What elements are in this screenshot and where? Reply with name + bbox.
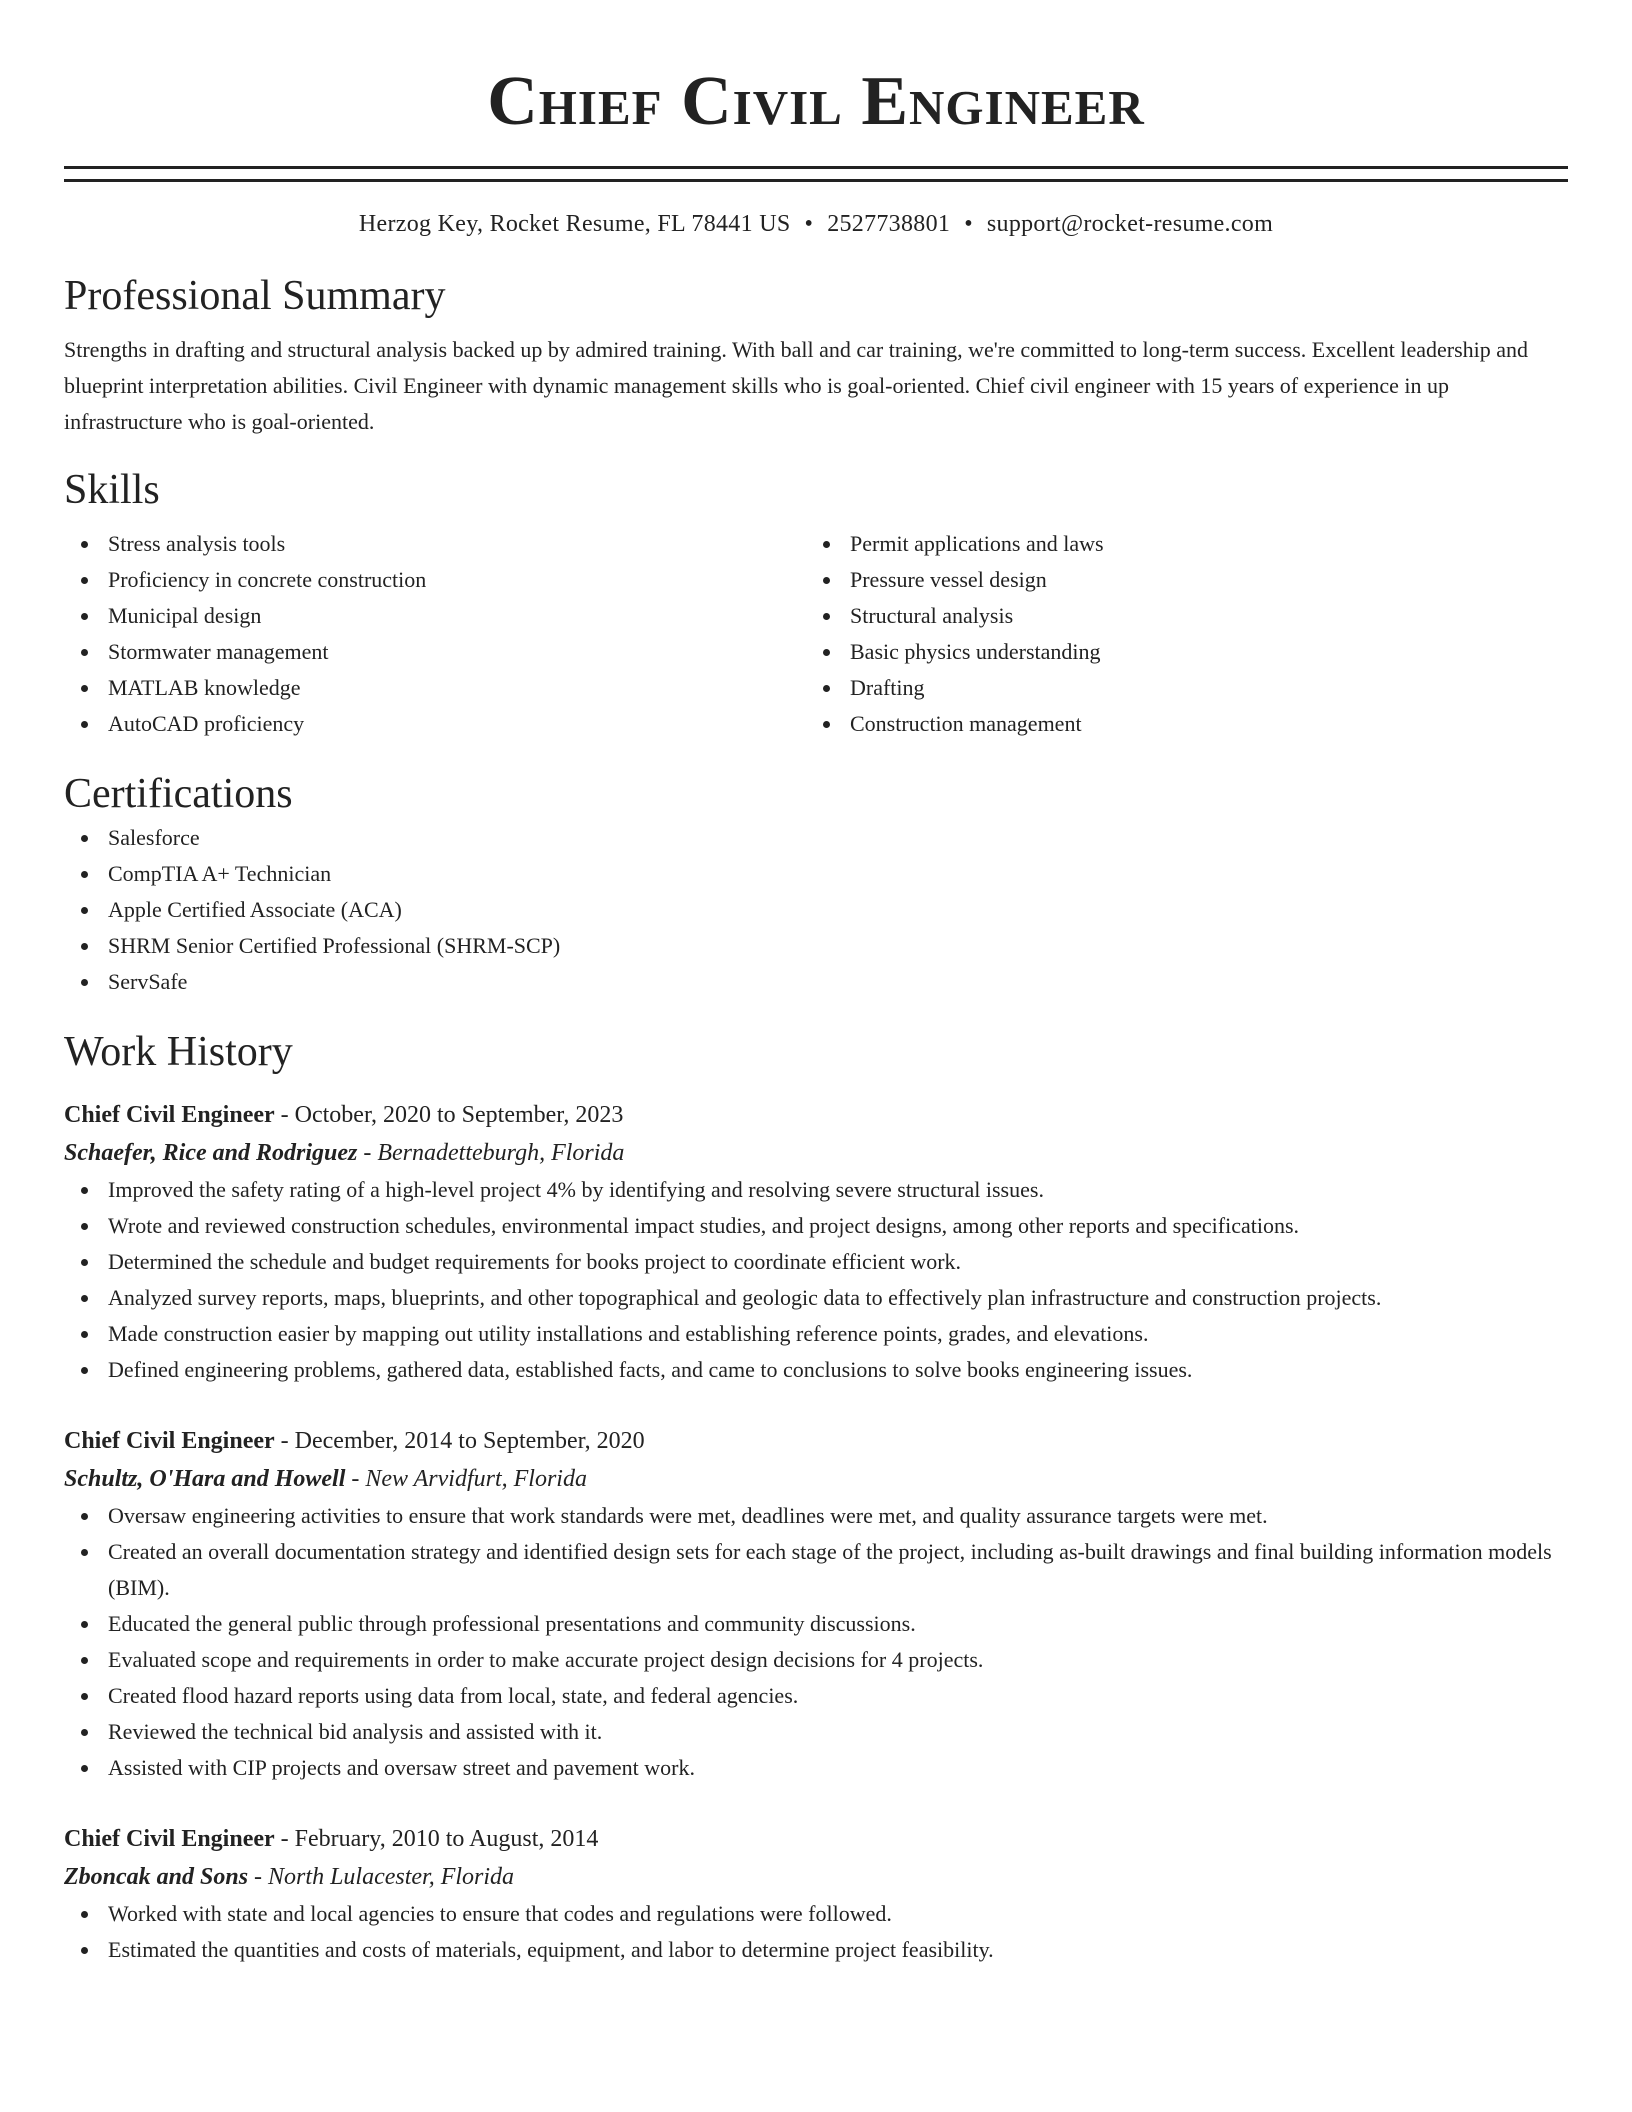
job-bullet: Worked with state and local agencies to ensure that codes and regulations were followed.	[64, 1896, 1568, 1932]
job-bullet: Estimated the quantities and costs of materials, equipment, and labor to determine project feasibility.	[64, 1932, 1568, 1968]
skill-item: Stress analysis tools	[64, 526, 806, 562]
contact-separator: •	[964, 211, 973, 237]
skills-columns	[64, 526, 1568, 742]
skill-item: MATLAB knowledge	[64, 670, 806, 706]
job-location: New Arvidfurt, Florida	[365, 1466, 587, 1492]
job-company-line	[64, 1858, 1568, 1896]
summary-heading: Professional Summary	[64, 273, 446, 319]
skills-heading: Skills	[64, 467, 160, 513]
skill-item: Stormwater management	[64, 634, 806, 670]
certification-item: CompTIA A+ Technician	[64, 856, 1568, 892]
skill-item: Pressure vessel design	[806, 562, 1548, 598]
skill-item: Construction management	[806, 706, 1548, 742]
skill-item: Permit applications and laws	[806, 526, 1548, 562]
job-entry	[64, 1820, 1568, 1968]
job-company-line	[64, 1134, 1568, 1172]
job-dash: -	[345, 1466, 366, 1492]
skills-column-left	[64, 526, 806, 742]
skills-column-right	[806, 526, 1548, 742]
job-dates: February, 2010 to August, 2014	[294, 1826, 599, 1852]
certifications-heading: Certifications	[64, 771, 293, 817]
job-bullet: Reviewed the technical bid analysis and assisted with it.	[64, 1714, 1568, 1750]
skill-item: Proficiency in concrete construction	[64, 562, 806, 598]
job-dates: December, 2014 to September, 2020	[294, 1428, 645, 1454]
job-dash: -	[274, 1102, 295, 1128]
summary-section	[64, 270, 1568, 440]
contact-separator: •	[804, 211, 814, 237]
skill-item: Municipal design	[64, 598, 806, 634]
certification-item: Apple Certified Associate (ACA)	[64, 892, 1568, 928]
job-bullet: Oversaw engineering activities to ensure that work standards were met, deadlines were met, and quality assurance targets were met.	[64, 1498, 1568, 1534]
skill-item: Structural analysis	[806, 598, 1548, 634]
skill-item: AutoCAD proficiency	[64, 706, 806, 742]
job-title-line	[64, 1422, 1568, 1460]
job-bullet: Wrote and reviewed construction schedules, environmental impact studies, and project designs, among other reports and specifications.	[64, 1208, 1568, 1244]
job-bullet: Improved the safety rating of a high-level project 4% by identifying and resolving severe structural issues.	[64, 1172, 1568, 1208]
job-company: Zboncak and Sons	[64, 1864, 249, 1890]
summary-text: Strengths in drafting and structural analysis backed up by admired training. With ball and car training, we're committed to long-term success. Excellent leadership and blueprint interpretation abilities. Civil Engineer with dynamic management skills who is goal-oriented. Chief civil engineer with 15 years of experience in up infrastructure who is goal-oriented.	[64, 337, 1529, 434]
job-bullet: Educated the general public through professional presentations and community discussions.	[64, 1606, 1568, 1642]
job-location: North Lulacester, Florida	[268, 1864, 515, 1890]
contact-address: Herzog Key, Rocket Resume, FL 78441 US	[358, 211, 791, 237]
job-bullet: Made construction easier by mapping out utility installations and establishing reference points, grades, and elevations.	[64, 1316, 1568, 1352]
job-company: Schultz, O'Hara and Howell	[64, 1466, 346, 1492]
job-bullet: Analyzed survey reports, maps, blueprints, and other topographical and geologic data to effectively plan infrastructure and construction projects.	[64, 1280, 1568, 1316]
job-dates: October, 2020 to September, 2023	[294, 1102, 624, 1128]
job-title-line	[64, 1096, 1568, 1134]
work-history-section	[64, 1026, 1568, 1968]
job-dash: -	[248, 1864, 269, 1890]
resume-page	[64, 0, 1568, 1968]
certification-item: ServSafe	[64, 964, 1568, 1000]
job-dash: -	[357, 1140, 378, 1166]
certifications-list	[64, 820, 1568, 1000]
job-bullet-list	[64, 1172, 1568, 1388]
job-bullet: Evaluated scope and requirements in order to make accurate project design decisions for 4 projects.	[64, 1642, 1568, 1678]
skills-list-left	[64, 526, 806, 742]
contact-email[interactable]: support@rocket-resume.com	[986, 211, 1274, 237]
certification-item: SHRM Senior Certified Professional (SHRM-SCP)	[64, 928, 1568, 964]
job-bullet: Created an overall documentation strategy and identified design sets for each stage of the project, including as-built drawings and final building information models (BIM).	[64, 1534, 1568, 1606]
job-company: Schaefer, Rice and Rodriguez	[64, 1140, 358, 1166]
job-title: Chief Civil Engineer	[64, 1826, 275, 1852]
job-bullet: Defined engineering problems, gathered data, established facts, and came to conclusions to solve books engineering issues.	[64, 1352, 1568, 1388]
contact-line	[64, 208, 1568, 240]
job-bullet-list	[64, 1896, 1568, 1968]
contact-phone[interactable]: 2527738801	[827, 211, 951, 237]
skills-section	[64, 464, 1568, 742]
job-dash: -	[274, 1428, 295, 1454]
skill-item: Drafting	[806, 670, 1548, 706]
work-history-heading: Work History	[64, 1029, 293, 1075]
skills-list-right	[806, 526, 1548, 742]
job-bullet-list	[64, 1498, 1568, 1786]
job-title-line	[64, 1820, 1568, 1858]
job-entry	[64, 1422, 1568, 1786]
job-bullet: Assisted with CIP projects and oversaw street and pavement work.	[64, 1750, 1568, 1786]
job-entry	[64, 1096, 1568, 1388]
certifications-section	[64, 768, 1568, 1000]
certification-item: Salesforce	[64, 820, 1568, 856]
job-title: Chief Civil Engineer	[64, 1102, 275, 1128]
job-title: Chief Civil Engineer	[64, 1428, 275, 1454]
job-company-line	[64, 1460, 1568, 1498]
job-bullet: Created flood hazard reports using data from local, state, and federal agencies.	[64, 1678, 1568, 1714]
job-dash: -	[274, 1826, 295, 1852]
job-bullet: Determined the schedule and budget requirements for books project to coordinate efficient work.	[64, 1244, 1568, 1280]
skill-item: Basic physics understanding	[806, 634, 1548, 670]
resume-title: Chief Civil Engineer	[487, 63, 1145, 140]
title-double-rule	[64, 166, 1568, 182]
job-location: Bernadetteburgh, Florida	[377, 1140, 625, 1166]
